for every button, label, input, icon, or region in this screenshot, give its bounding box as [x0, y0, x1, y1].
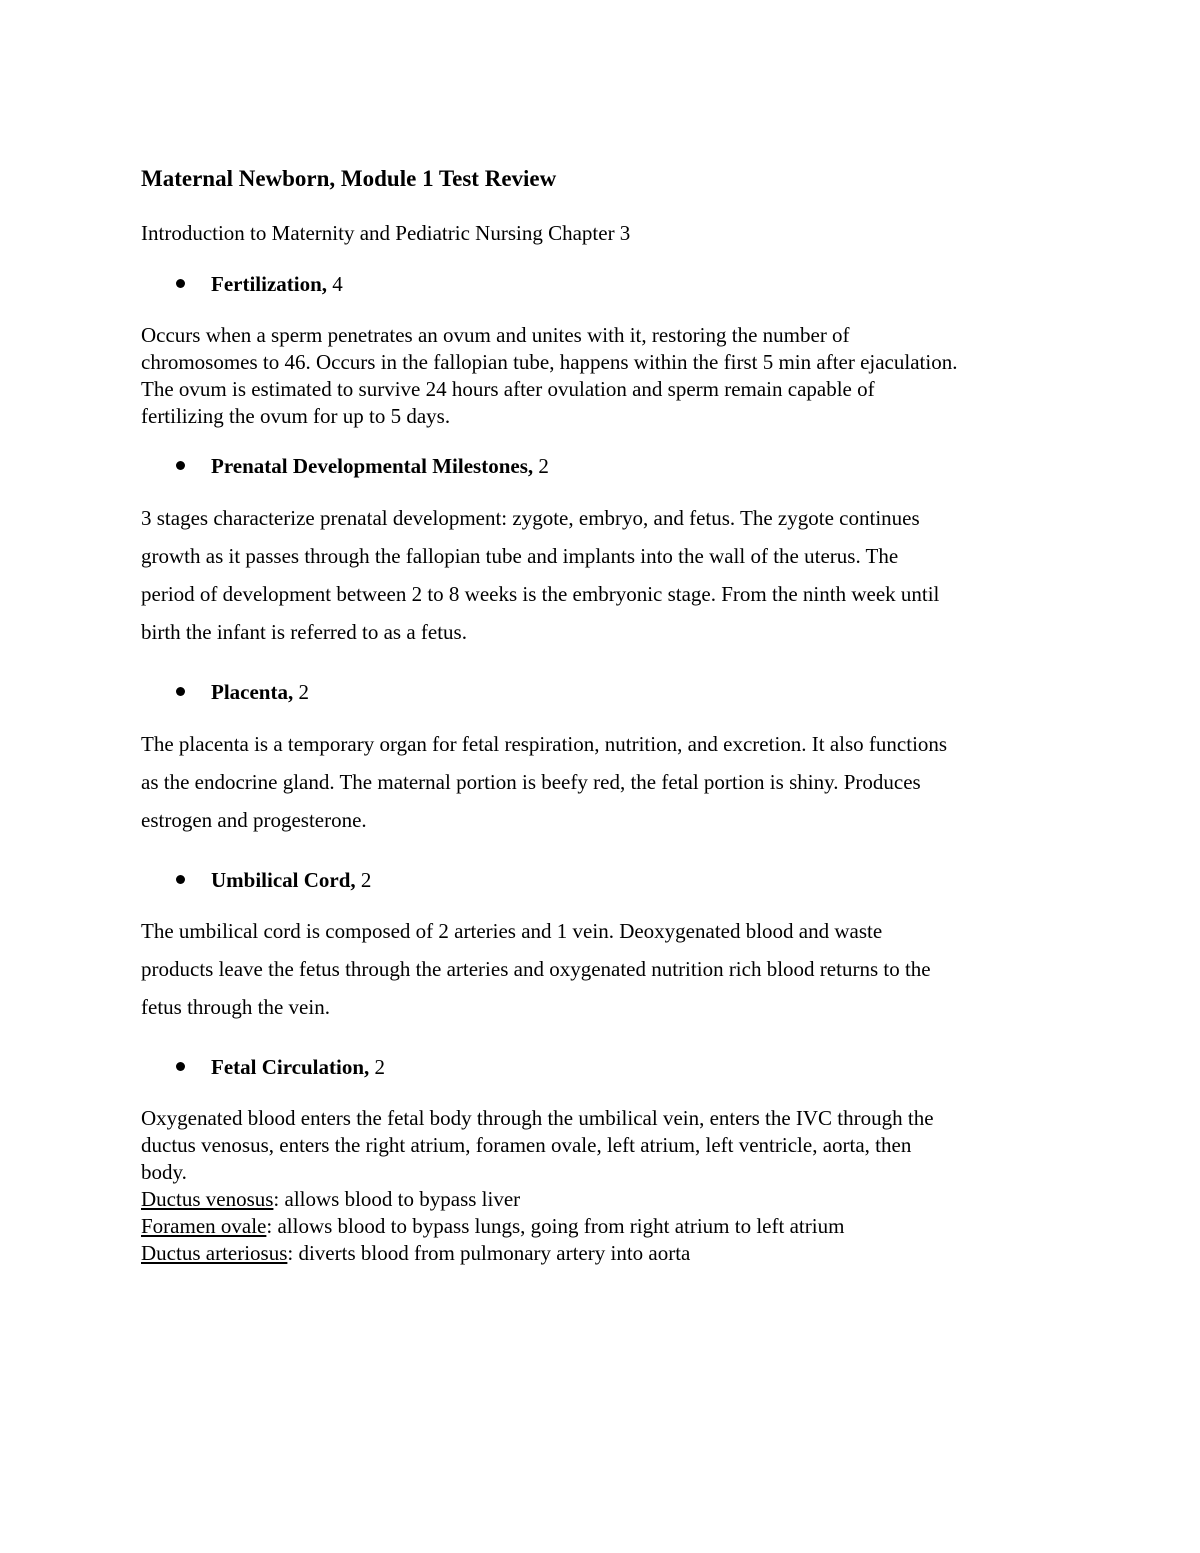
body-line: as the endocrine gland. The maternal portion is beefy red, the fetal portion is shiny. Produces — [141, 770, 921, 794]
definition-text: : diverts blood from pulmonary artery into aorta — [287, 1241, 691, 1265]
section-body-fetal-circulation — [141, 1105, 1071, 1267]
section-heading-label: Fertilization, — [211, 272, 328, 296]
body-line: fetus through the vein. — [141, 995, 330, 1019]
body-line: ductus venosus, enters the right atrium, foramen ovale, left atrium, left ventricle, aorta, then — [141, 1133, 912, 1157]
definition-term: Ductus venosus — [141, 1187, 274, 1211]
definition-text: : allows blood to bypass lungs, going from right atrium to left atrium — [266, 1214, 845, 1238]
body-line: Occurs when a sperm penetrates an ovum and unites with it, restoring the number of — [141, 323, 850, 347]
body-line: The ovum is estimated to survive 24 hours after ovulation and sperm remain capable of — [141, 377, 875, 401]
section-body-umbilical-cord — [141, 912, 1071, 1026]
section-points: 2 — [374, 1055, 386, 1079]
body-line: 3 stages characterize prenatal development: zygote, embryo, and fetus. The zygote continues — [141, 506, 920, 530]
bullet-icon — [176, 461, 185, 470]
body-line: fertilizing the ovum for up to 5 days. — [141, 404, 451, 428]
bullet-icon — [176, 875, 185, 884]
bullet-icon — [176, 279, 185, 288]
body-line: The umbilical cord is composed of 2 arteries and 1 vein. Deoxygenated blood and waste — [141, 919, 883, 943]
section-body-placenta — [141, 725, 1071, 839]
section-points: 4 — [332, 272, 343, 296]
section-heading-label: Umbilical Cord, — [211, 868, 356, 892]
section-heading-label: Placenta, — [211, 680, 294, 704]
body-line: growth as it passes through the fallopian tube and implants into the wall of the uterus. The — [141, 544, 899, 568]
body-line: body. — [141, 1160, 187, 1184]
body-line: birth the infant is referred to as a fetus. — [141, 620, 467, 644]
document-title: Maternal Newborn, Module 1 Test Review — [141, 166, 557, 191]
body-line: products leave the fetus through the arteries and oxygenated nutrition rich blood returns to the — [141, 957, 931, 981]
section-heading-label: Prenatal Developmental Milestones, — [211, 454, 534, 478]
body-line: period of development between 2 to 8 weeks is the embryonic stage. From the ninth week until — [141, 582, 940, 606]
bullet-icon — [176, 1062, 185, 1071]
bullet-icon — [176, 687, 185, 696]
definition-text: : allows blood to bypass liver — [273, 1187, 521, 1211]
body-line: chromosomes to 46. Occurs in the fallopian tube, happens within the first 5 min after ejaculation. — [141, 350, 958, 374]
section-points: 2 — [360, 868, 372, 892]
body-line: estrogen and progesterone. — [141, 808, 367, 832]
definition-foramen-ovale — [141, 1213, 1071, 1240]
definition-term: Ductus arteriosus — [141, 1241, 288, 1265]
definition-ductus-venosus — [141, 1186, 1071, 1213]
section-heading-label: Fetal Circulation, — [211, 1055, 370, 1079]
definition-ductus-arteriosus — [141, 1240, 1071, 1267]
body-line: The placenta is a temporary organ for fetal respiration, nutrition, and excretion. It also functions — [141, 732, 948, 756]
section-body-prenatal-milestones — [141, 499, 1071, 651]
body-line: Oxygenated blood enters the fetal body through the umbilical vein, enters the IVC through the — [141, 1106, 934, 1130]
definition-term: Foramen ovale — [141, 1214, 267, 1238]
section-heading-prenatal-milestones — [176, 454, 549, 479]
section-heading-placenta — [176, 680, 309, 705]
section-heading-fertilization — [176, 272, 343, 297]
section-heading-fetal-circulation — [176, 1055, 385, 1080]
section-points: 2 — [538, 454, 549, 478]
document-subtitle: Introduction to Maternity and Pediatric Nursing Chapter 3 — [141, 221, 631, 245]
section-heading-umbilical-cord — [176, 868, 371, 893]
section-body-fertilization — [141, 322, 1071, 430]
section-points: 2 — [298, 680, 309, 704]
